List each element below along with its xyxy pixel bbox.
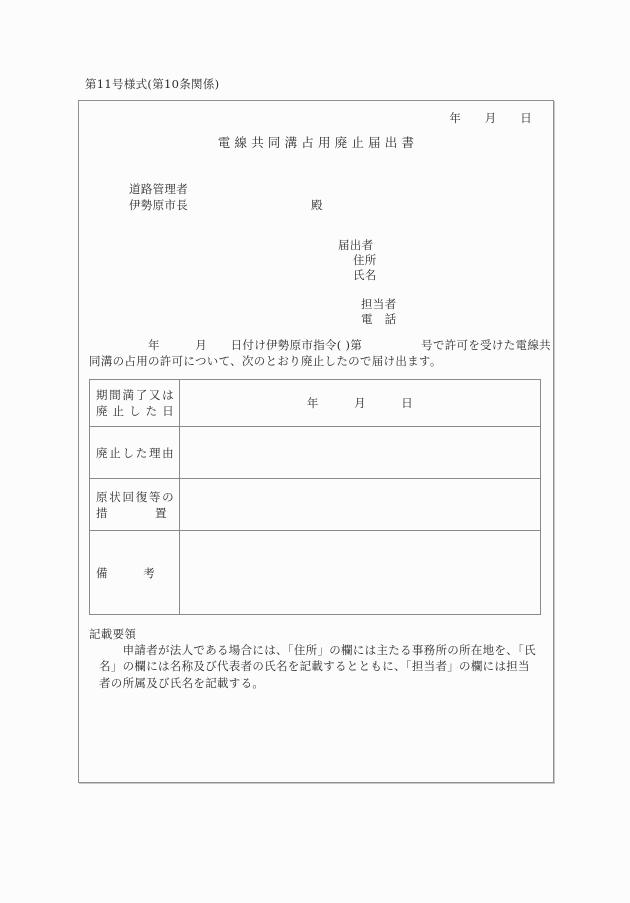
mayor-name: 伊勢原市長: [129, 198, 188, 212]
notes-heading: 記載要領: [89, 627, 137, 641]
name-label: 氏名: [353, 268, 377, 282]
notes-body: [99, 642, 536, 691]
row-label-line: 廃止した日: [96, 404, 174, 418]
row-value-cell: [180, 427, 540, 478]
road-administrator-label: 道路管理者: [129, 182, 188, 196]
note-line: 名」の欄には名称及び代表者の氏名を記載するとともに、「担当者」の欄には担当: [99, 659, 530, 674]
row-label-cell: [90, 531, 180, 614]
row-label-cell: [90, 380, 180, 426]
body-text-line-2: 同溝の占用の許可について、次のとおり廃止したので届け出ます。: [89, 354, 442, 368]
row-label-line: 原状回復等の: [96, 489, 174, 504]
notifier-label: 届出者: [338, 238, 374, 252]
row-value-cell: [180, 380, 540, 426]
table-row-expiry-date: [90, 380, 540, 427]
row-label-line: 期間満了又は: [96, 388, 174, 402]
form-number-label: 第11号様式(第10条関係): [85, 77, 220, 91]
expiry-date-value: 年 月 日: [306, 395, 414, 410]
row-label-line: 廃止した理由: [96, 445, 174, 460]
row-value-cell: [180, 479, 540, 530]
table-row-restoration: [90, 479, 540, 531]
row-label-line: 備 考: [96, 565, 155, 580]
body-text-line-1: 年 月 日付け伊勢原市指令( )第 号で許可を受けた電線共: [89, 338, 551, 352]
table-row-reason: [90, 427, 540, 479]
note-line: 申請者が法人である場合には、「住所」の欄には主たる事務所の所在地を、「氏: [99, 643, 536, 657]
row-label-cell: [90, 427, 180, 478]
honorific-label: 殿: [311, 198, 323, 212]
form-table: [89, 379, 541, 615]
form-title: 電線共同溝占用廃止届出書: [217, 135, 419, 150]
header-date-line: 年 月 日: [449, 111, 532, 125]
note-line: 者の所属及び氏名を記載する。: [99, 675, 265, 690]
row-label-line: 措 置: [96, 505, 167, 520]
contact-person-label: 担当者: [361, 297, 397, 311]
phone-label: 電 話: [361, 312, 397, 326]
form-sheet: [78, 100, 554, 783]
row-label-cell: [90, 479, 180, 530]
row-value-cell: [180, 531, 540, 614]
address-label: 住所: [353, 253, 377, 267]
table-row-remarks: [90, 531, 540, 614]
